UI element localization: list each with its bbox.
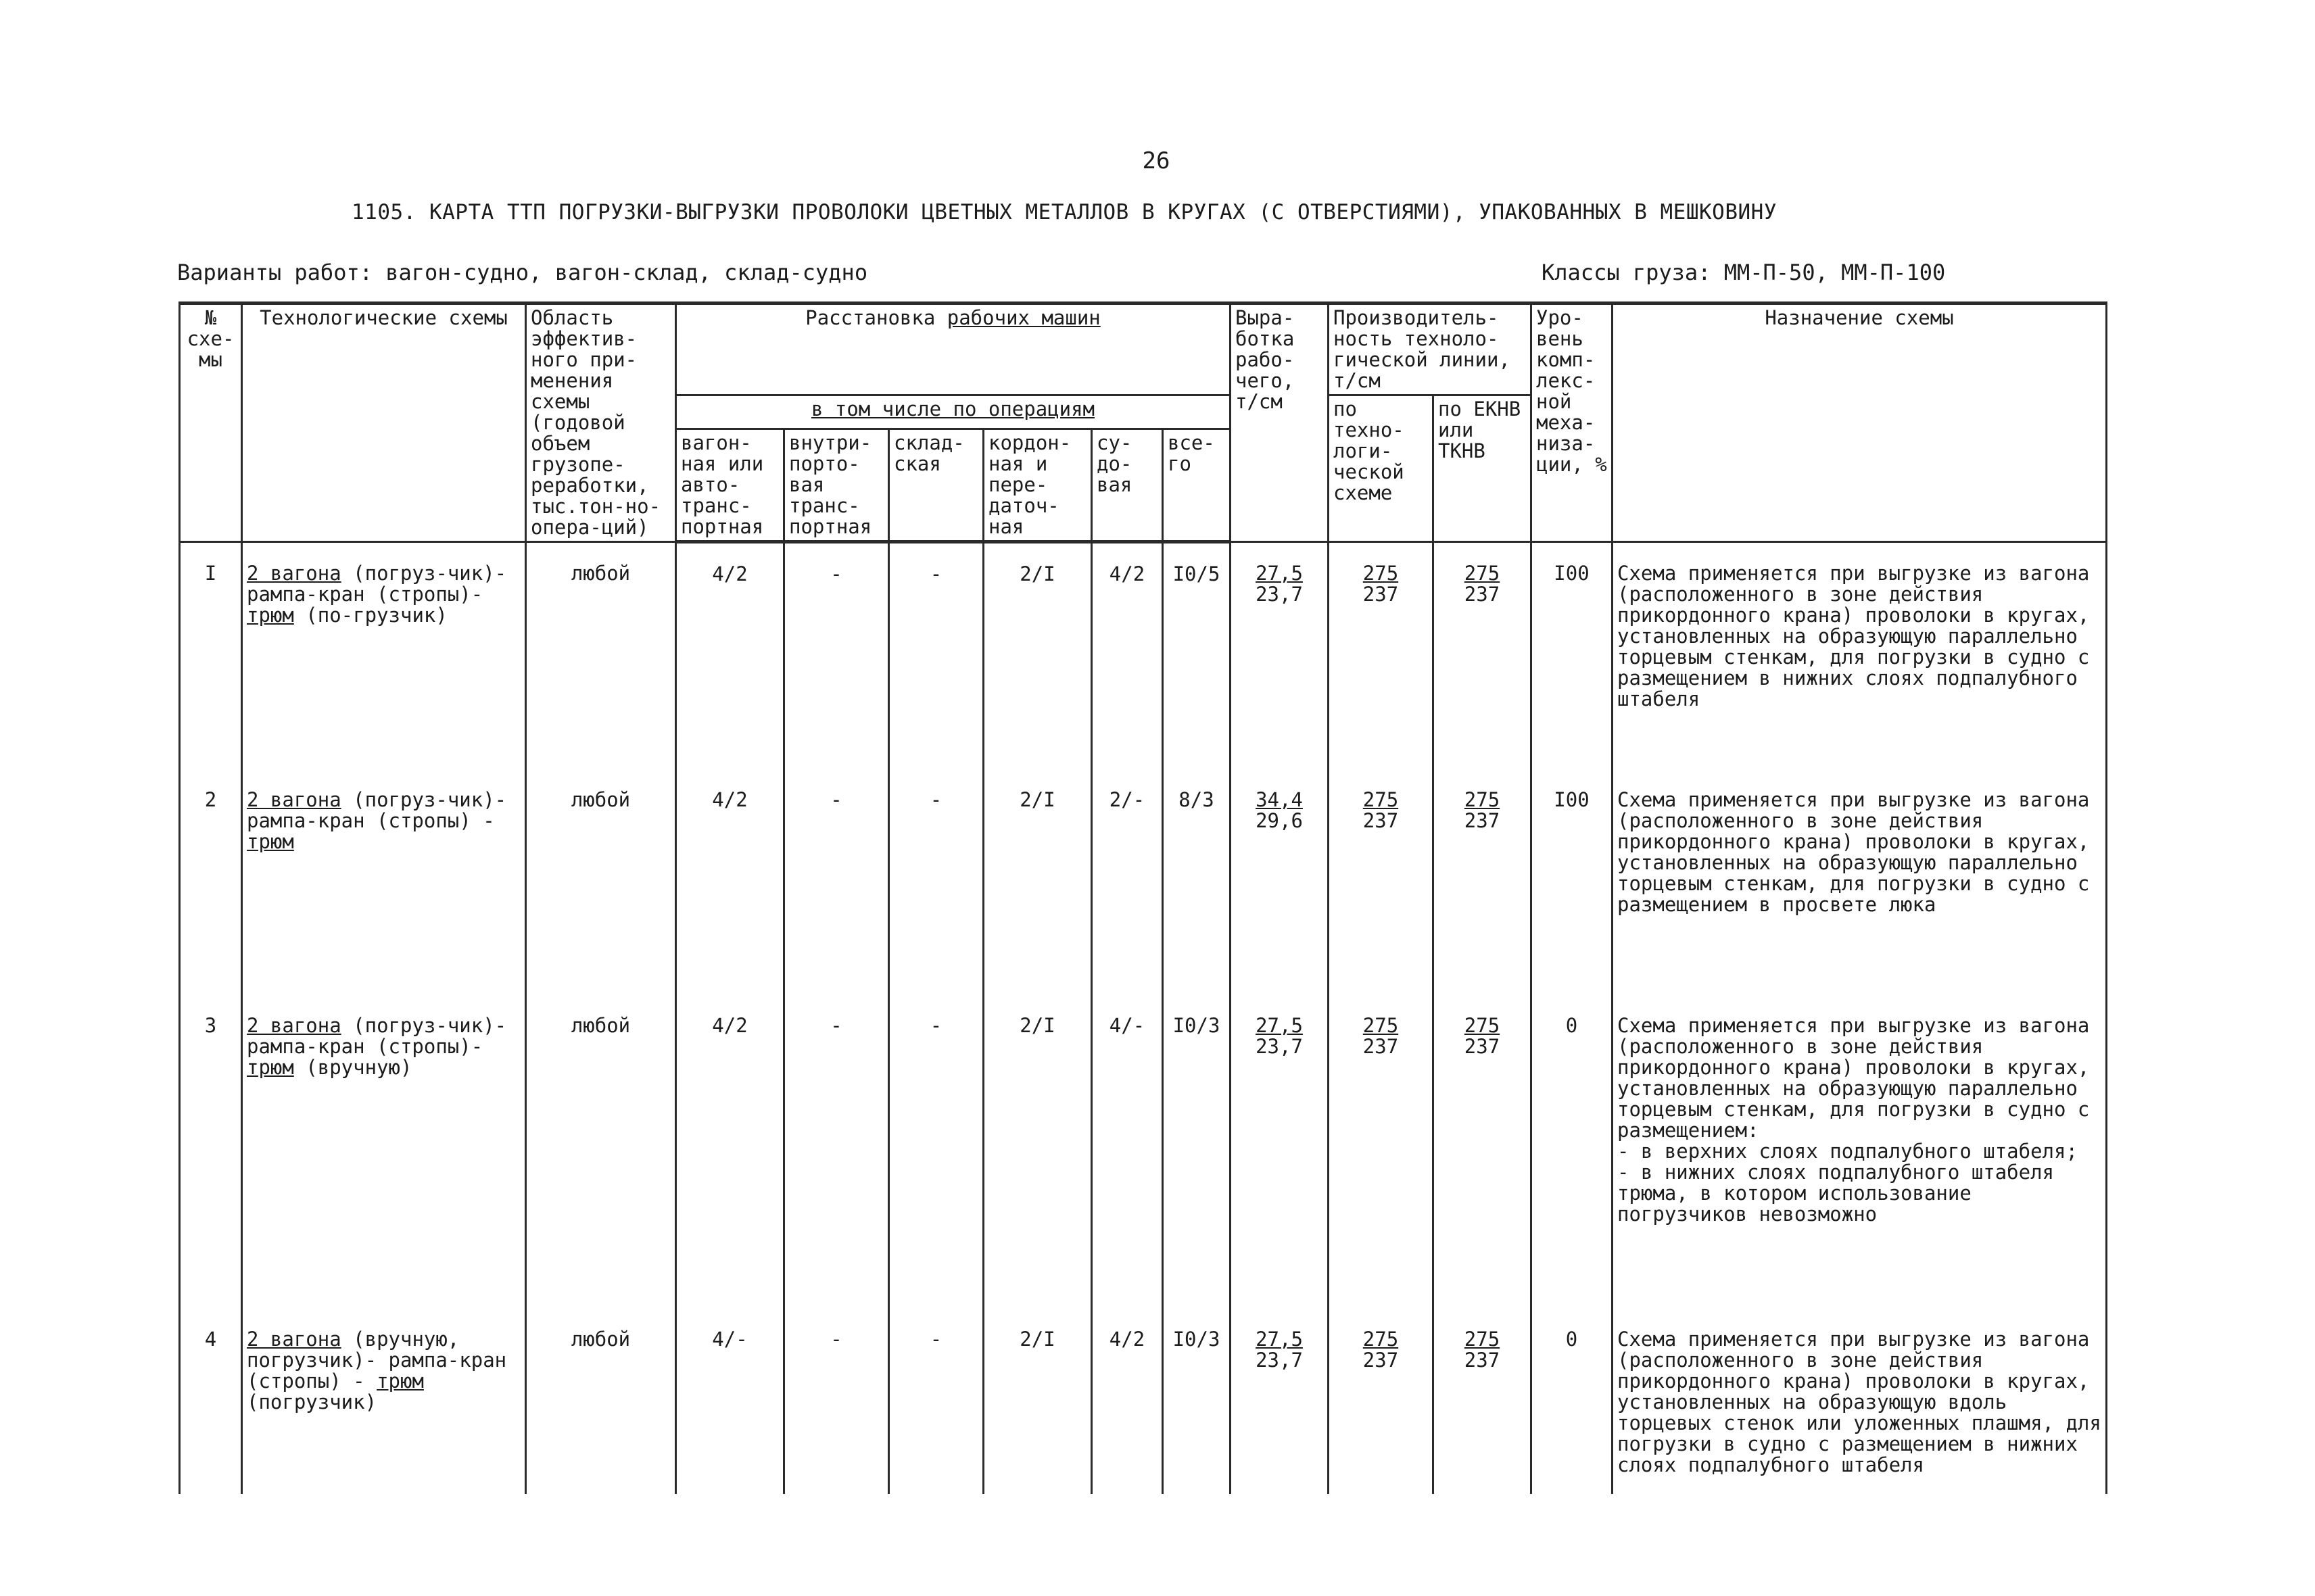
row-wagon: 4/2	[676, 769, 784, 995]
header-mechanization: Уро-вень комп-лекс-ной меха-низа-ции, %	[1531, 304, 1613, 542]
header-op-kordon: кордон-ная и пере-даточ-ная	[984, 429, 1092, 542]
header-num: № схе-мы	[180, 304, 242, 542]
row-prod-tech: 275 237	[1329, 769, 1433, 995]
row-scheme: 2 вагона (погруз-чик)-рампа-кран (стропы)-трюм (вручную)	[242, 995, 526, 1309]
row-total: I0/5	[1163, 542, 1231, 770]
row-prod-tech: 275 237	[1329, 995, 1433, 1309]
table-row	[180, 995, 2107, 1309]
row-warehouse: -	[889, 995, 984, 1309]
row-purpose: Схема применяется при выгрузке из вагона (расположенного в зоне действия прикордонного крана) проволоки в кругах, установленных на образующую параллельно торцевым стенкам, для погрузки в судно с размещением в просвете люка	[1613, 769, 2107, 995]
row-prod-eknv: 275 237	[1433, 995, 1531, 1309]
row-total: I0/3	[1163, 995, 1231, 1309]
row-output: 34,4 29,6	[1231, 769, 1329, 995]
row-num: 2	[180, 769, 242, 995]
row-scheme: 2 вагона (погруз-чик)-рампа-кран (стропы) - трюм	[242, 769, 526, 995]
table-row	[180, 769, 2107, 995]
row-internal: -	[784, 1309, 889, 1494]
row-scheme: 2 вагона (погруз-чик)-рампа-кран (стропы)-трюм (по-грузчик)	[242, 542, 526, 770]
row-purpose: Схема применяется при выгрузке из вагона (расположенного в зоне действия прикордонного крана) проволоки в кругах, установленных на образующую вдоль торцевых стенок или уложенных плашмя, для погрузки в судно с размещением в нижних слоях подпалубного штабеля	[1613, 1309, 2107, 1494]
ttp-table	[178, 301, 2107, 1494]
header-placement	[676, 304, 1231, 395]
row-num: 3	[180, 995, 242, 1309]
header-placement-prefix: Расстановка	[805, 306, 947, 329]
row-mechanization: 0	[1531, 1309, 1613, 1494]
row-wagon: 4/2	[676, 995, 784, 1309]
row-kordon: 2/I	[984, 542, 1092, 770]
row-purpose: Схема применяется при выгрузке из вагона (расположенного в зоне действия прикордонного крана) проволоки в кругах, установленных на образующую параллельно торцевым стенкам, для погрузки в судно с размещением: - в верхних слоях подпалубного штабеля; - в нижних слоях подпалубного штабеля трюма, в котором использование погрузчиков невозможно	[1613, 995, 2107, 1309]
row-area: любой	[526, 1309, 676, 1494]
header-placement-underlined: рабочих машин	[947, 306, 1101, 329]
row-prod-tech: 275 237	[1329, 1309, 1433, 1494]
row-area: любой	[526, 769, 676, 995]
row-mechanization: I00	[1531, 769, 1613, 995]
header-op-wagon: вагон-ная или авто-транс-портная	[676, 429, 784, 542]
header-op-ship: су-до-вая	[1092, 429, 1163, 542]
row-prod-tech: 275 237	[1329, 542, 1433, 770]
row-warehouse: -	[889, 1309, 984, 1494]
row-ship: 4/2	[1092, 1309, 1163, 1494]
row-warehouse: -	[889, 769, 984, 995]
header-prod-eknv: по ЕКНВ или ТКНВ	[1433, 395, 1531, 542]
row-purpose: Схема применяется при выгрузке из вагона (расположенного в зоне действия прикордонного крана) проволоки в кругах, установленных на образующую параллельно торцевым стенкам, для погрузки в судно с размещением в нижних слоях подпалубного штабеля	[1613, 542, 2107, 770]
header-productivity: Производитель-ность техноло-гической линии, т/см	[1329, 304, 1531, 395]
row-total: I0/3	[1163, 1309, 1231, 1494]
header-op-internal: внутри-порто-вая транс-портная	[784, 429, 889, 542]
row-area: любой	[526, 995, 676, 1309]
row-prod-eknv: 275 237	[1433, 1309, 1531, 1494]
header-op-total: все-го	[1163, 429, 1231, 542]
header-prod-tech: по техно-логи-ческой схеме	[1329, 395, 1433, 542]
document-title: 1105. КАРТА ТТП ПОГРУЗКИ-ВЫГРУЗКИ ПРОВОЛОКИ ЦВЕТНЫХ МЕТАЛЛОВ В КРУГАХ (С ОТВЕРСТИЯМИ), УПАКОВАННЫХ В МЕШКОВИНУ	[352, 200, 1777, 224]
work-variants: Варианты работ: вагон-судно, вагон-склад, склад-судно	[177, 260, 868, 285]
cargo-classes: Классы груза: ММ-П-50, ММ-П-100	[1542, 260, 1946, 285]
header-area: Область эффектив-ного при-менения схемы (годовой объем грузопе-реработки, тыс.тон-но-опера-ций)	[526, 304, 676, 542]
row-prod-eknv: 275 237	[1433, 542, 1531, 770]
header-scheme: Технологические схемы	[242, 304, 526, 542]
row-ship: 4/-	[1092, 995, 1163, 1309]
row-kordon: 2/I	[984, 769, 1092, 995]
table-row	[180, 1309, 2107, 1494]
row-internal: -	[784, 995, 889, 1309]
row-num: 4	[180, 1309, 242, 1494]
row-internal: -	[784, 769, 889, 995]
row-kordon: 2/I	[984, 1309, 1092, 1494]
row-ship: 4/2	[1092, 542, 1163, 770]
row-wagon: 4/-	[676, 1309, 784, 1494]
row-internal: -	[784, 542, 889, 770]
row-kordon: 2/I	[984, 995, 1092, 1309]
row-total: 8/3	[1163, 769, 1231, 995]
row-output: 27,5 23,7	[1231, 995, 1329, 1309]
header-by-operations: в том числе по операциям	[676, 395, 1231, 429]
row-scheme: 2 вагона (вручную, погрузчик)- рампа-кран (стропы) - трюм (погрузчик)	[242, 1309, 526, 1494]
row-prod-eknv: 275 237	[1433, 769, 1531, 995]
header-output: Выра-ботка рабо-чего, т/см	[1231, 304, 1329, 542]
header-op-warehouse: склад-ская	[889, 429, 984, 542]
page-number: 26	[1142, 147, 1170, 174]
header-row-1	[180, 304, 2107, 395]
row-mechanization: 0	[1531, 995, 1613, 1309]
row-ship: 2/-	[1092, 769, 1163, 995]
row-output: 27,5 23,7	[1231, 1309, 1329, 1494]
row-wagon: 4/2	[676, 542, 784, 770]
row-mechanization: I00	[1531, 542, 1613, 770]
row-area: любой	[526, 542, 676, 770]
row-num: I	[180, 542, 242, 770]
table-row	[180, 542, 2107, 770]
header-purpose: Назначение схемы	[1613, 304, 2107, 542]
row-warehouse: -	[889, 542, 984, 770]
row-output: 27,5 23,7	[1231, 542, 1329, 770]
